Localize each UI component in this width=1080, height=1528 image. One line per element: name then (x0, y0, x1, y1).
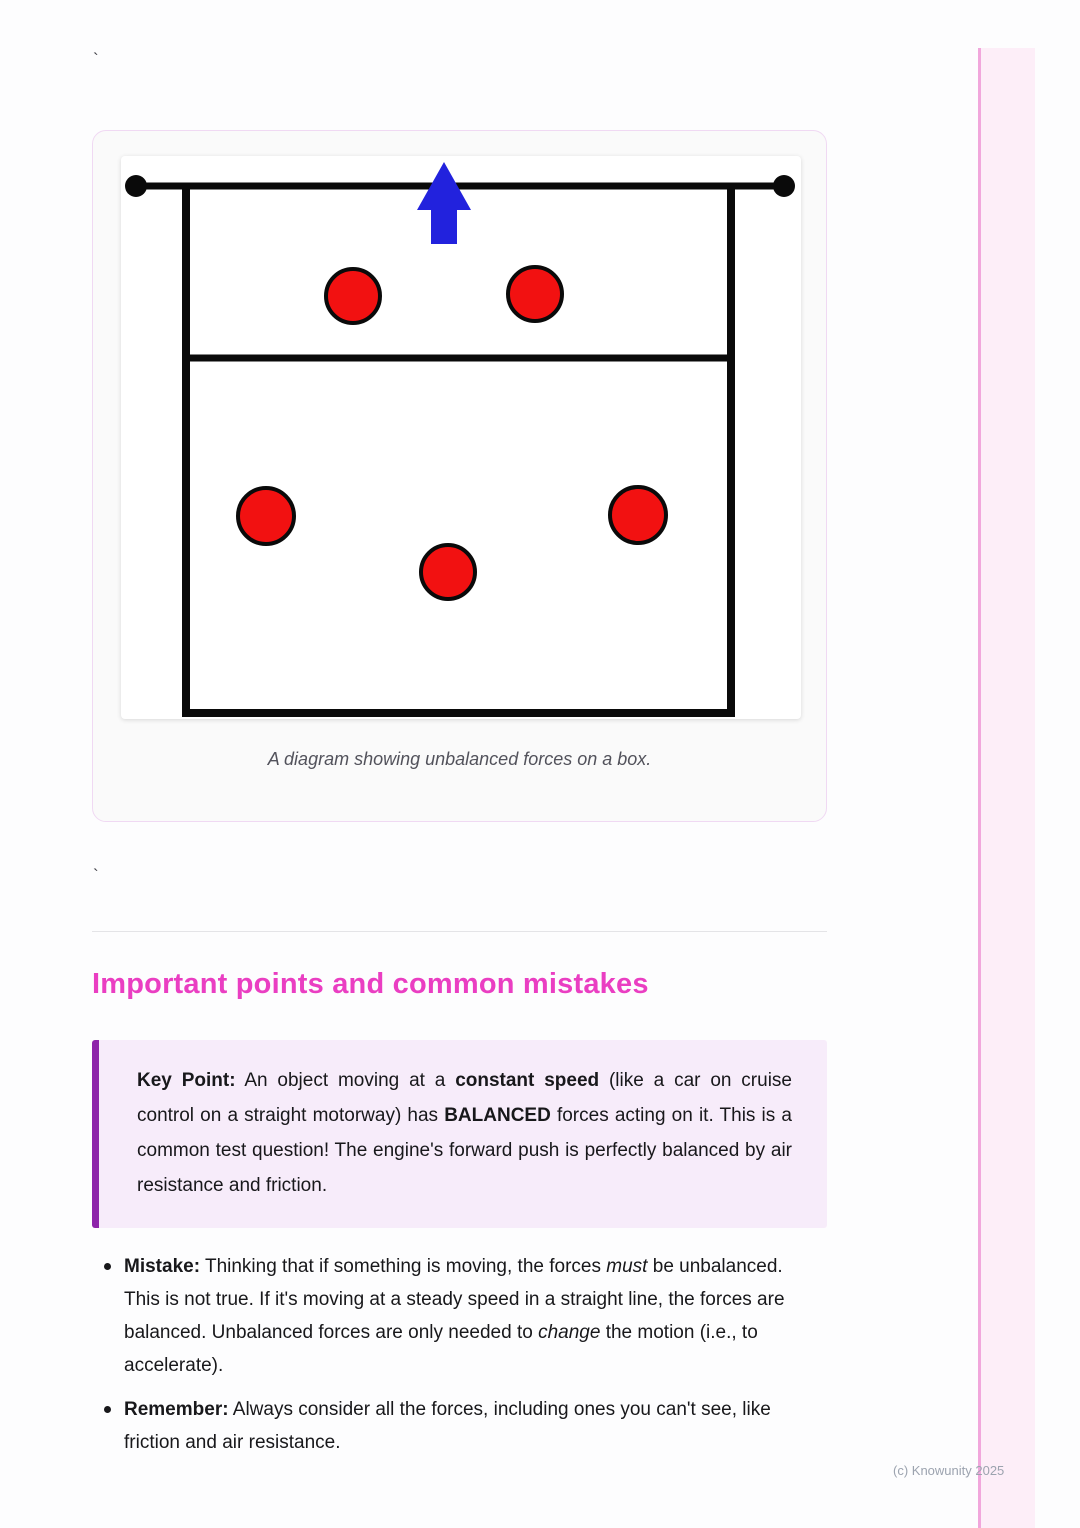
red-dot (508, 267, 562, 321)
up-arrow-icon (417, 162, 471, 244)
page-edge-strip (978, 48, 1035, 1528)
ceiling-anchor-left (125, 175, 147, 197)
figure-card (92, 130, 827, 822)
forces-diagram (121, 156, 801, 719)
footer-watermark: (c) Knowunity 2025 (893, 1463, 1005, 1478)
drawing-canvas (121, 156, 801, 719)
stray-backtick-bottom: ` (93, 866, 99, 885)
figure-caption: A diagram showing unbalanced forces on a box. (267, 749, 652, 769)
section-heading: Important points and common mistakes (92, 968, 649, 1000)
section-divider (92, 931, 827, 932)
list-item: Mistake: Thinking that if something is moving, the forces must be unbalanced. This is not true. If it's moving at a steady speed in a straight line, the forces are balanced. Unbalanced forces are only needed to change the motion (i.e., to accelerate). (100, 1250, 816, 1382)
red-dot (421, 545, 475, 599)
key-point-callout: Key Point: An object moving at a constant speed (like a car on cruise control on a straight motorway) has BALANCED forces acting on it. This is a common test question! The engine's forward push is perfectly balanced by air resistance and friction. (92, 1040, 827, 1228)
red-dot (326, 269, 380, 323)
stray-backtick-top: ` (93, 50, 99, 69)
ceiling-anchor-right (773, 175, 795, 197)
red-dot (238, 488, 294, 544)
red-dot (610, 487, 666, 543)
list-item: Remember: Always consider all the forces, including ones you can't see, like friction and air resistance. (100, 1393, 816, 1459)
bullet-list (100, 1250, 816, 1470)
